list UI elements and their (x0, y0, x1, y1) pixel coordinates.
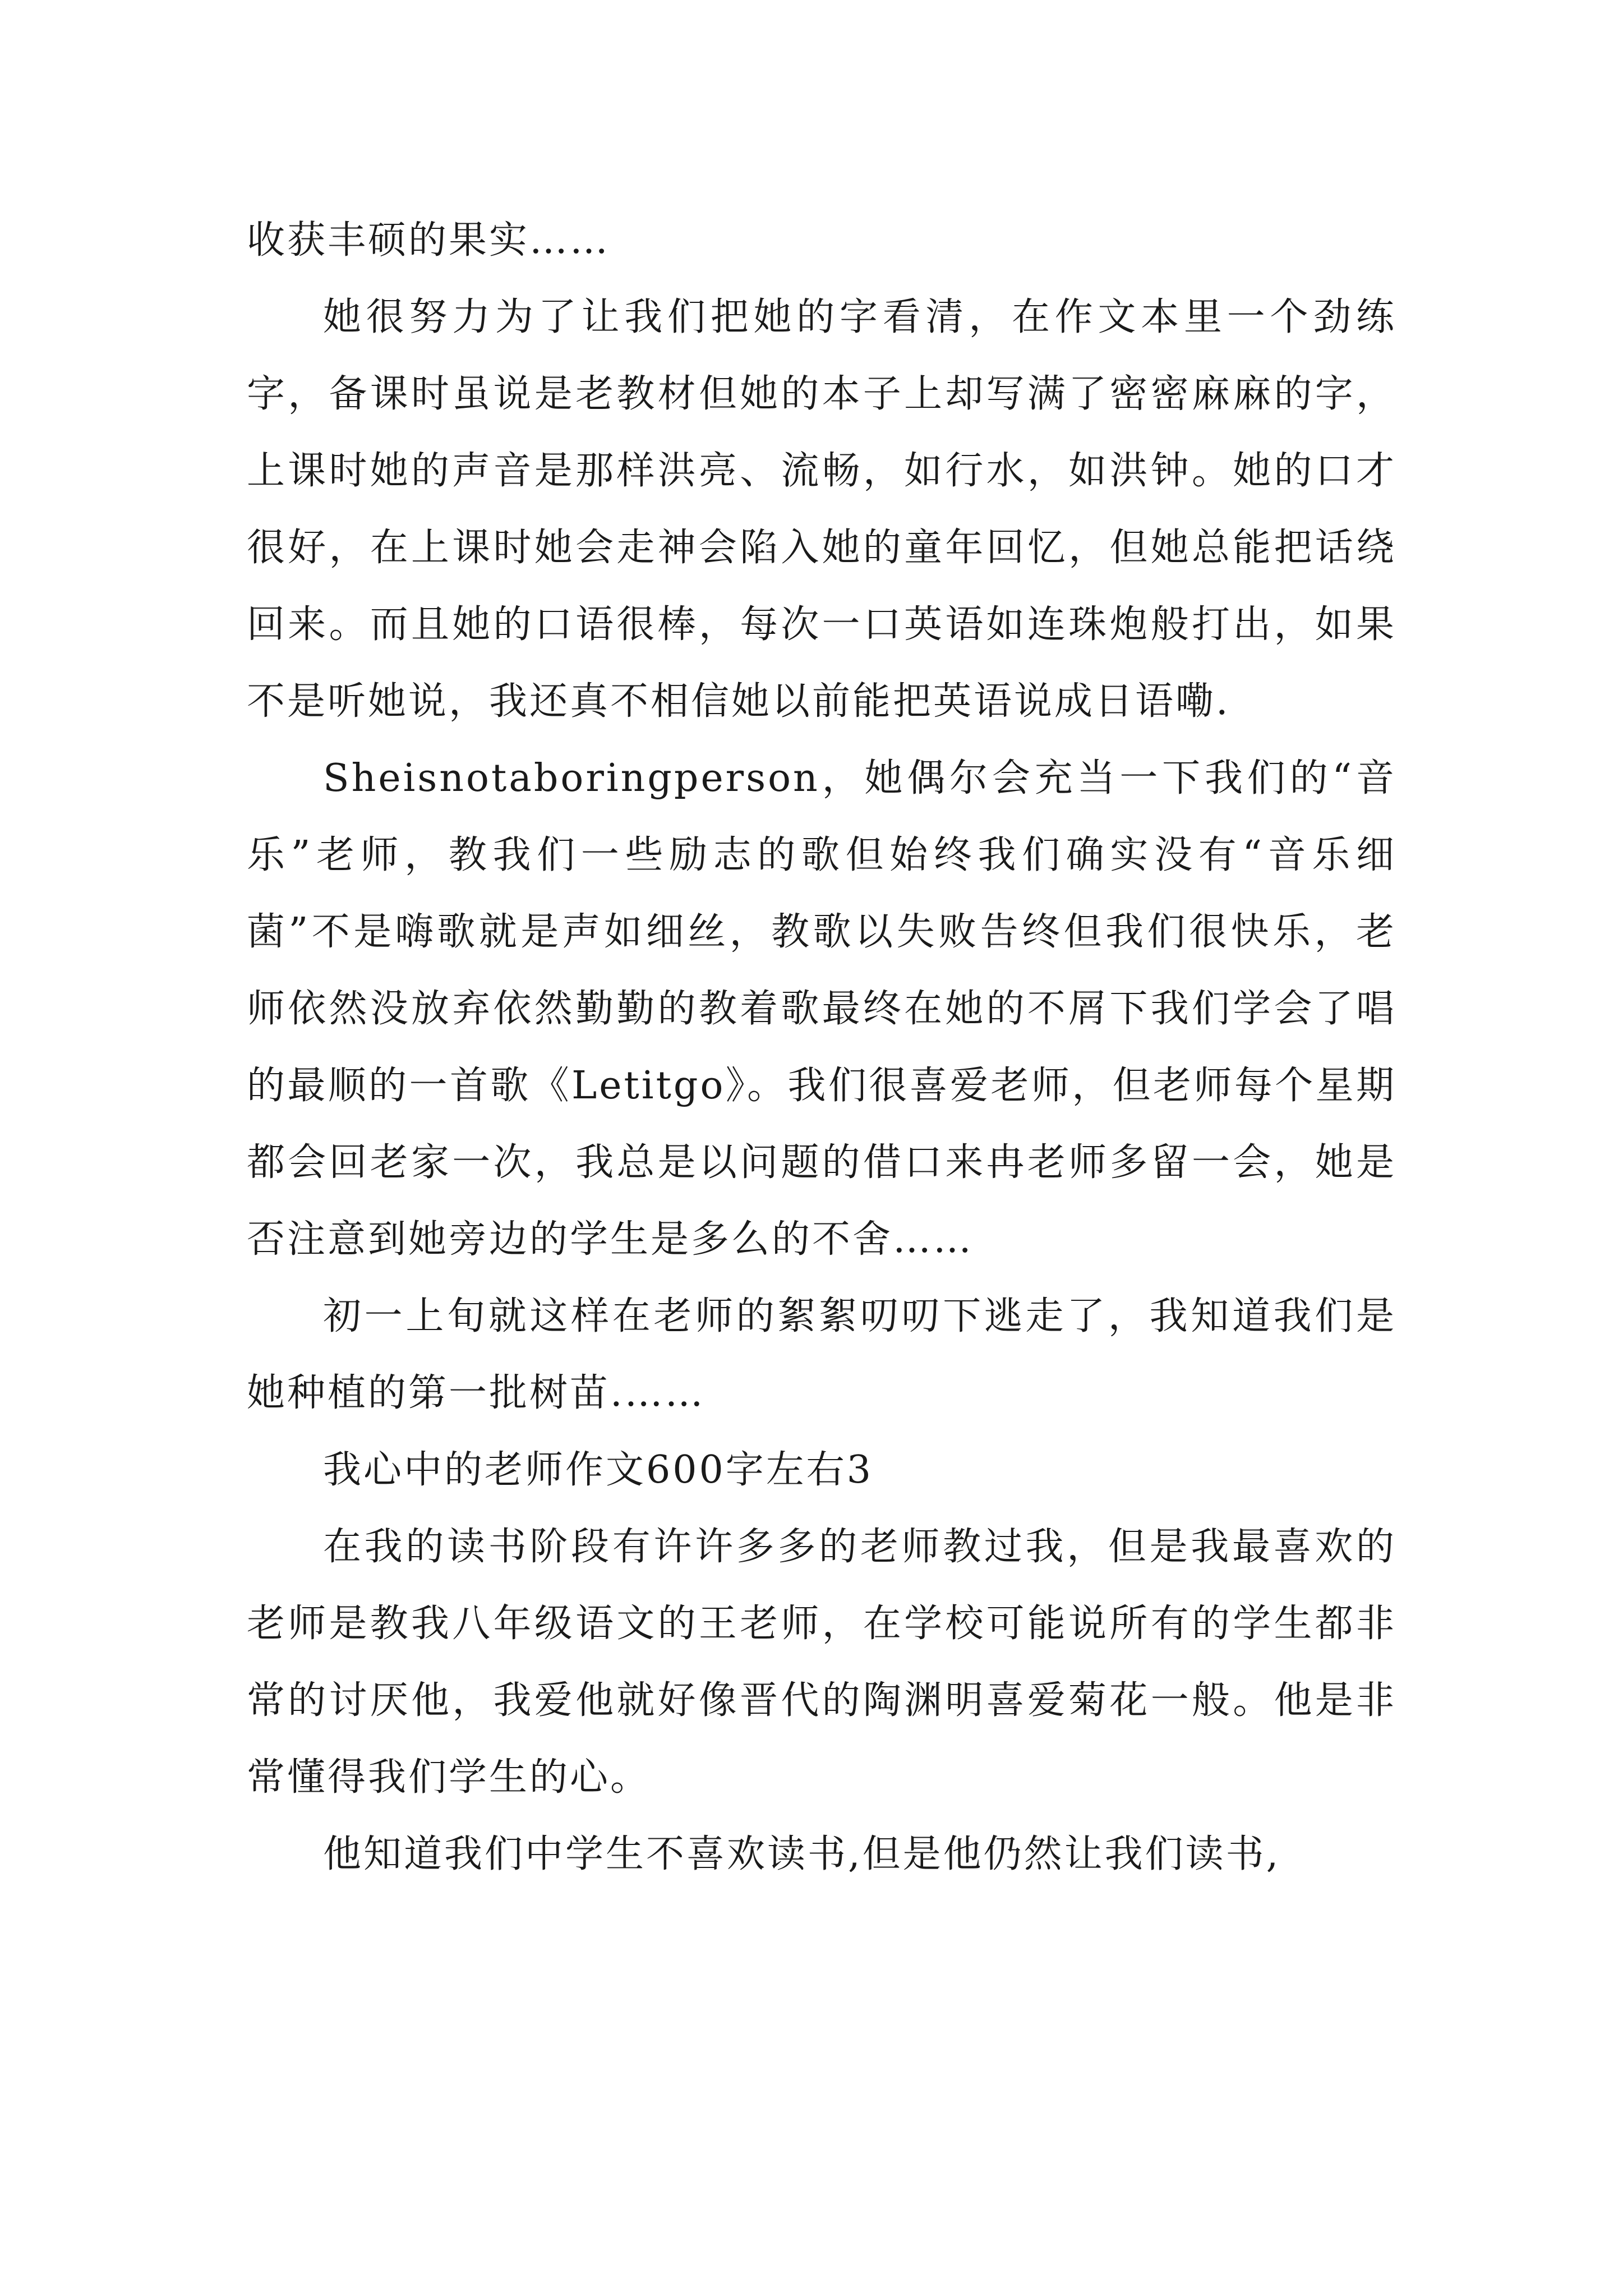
document-body (247, 202, 1396, 1893)
paragraph: 初一上旬就这样在老师的絮絮叨叨下逃走了，我知道我们是她种植的第一批树苗.…… (247, 1294, 1396, 1415)
paragraph: 她很努力为了让我们把她的字看清，在作文本里一个劲练字，备课时虽说是老教材但她的本子上却写满了密密麻麻的字，上课时她的声音是那样洪亮、流畅，如行水，如洪钟。她的口才很好，在上课时她会走神会陷入她的童年回忆，但她总能把话绕回来。而且她的口语很棒，每次一口英语如连珠炮般打出，如果不是听她说，我还真不相信她以前能把英语说成日语嘞. (247, 295, 1396, 724)
paragraph: 在我的读书阶段有许许多多的老师教过我，但是我最喜欢的老师是教我八年级语文的王老师，在学校可能说所有的学生都非常的讨厌他，我爱他就好像晋代的陶渊明喜爱菊花一般。他是非常懂得我们学生的心。 (247, 1525, 1396, 1800)
paragraph: Sheisnotaboringperson，她偶尔会充当一下我们的“音乐”老师，教我们一些励志的歌但始终我们确实没有“音乐细菌”不是嗨歌就是声如细丝，教歌以失败告终但我们很快乐，老师依然没放弃依然勤勤的教着歌最终在她的不屑下我们学会了唱的最顺的一首歌《Letitgo》。我们很喜爱老师，但老师每个星期都会回老家一次，我总是以问题的借口来冉老师多留一会，她是否注意到她旁边的学生是多么的不舍…… (247, 756, 1396, 1262)
paragraph: 他知道我们中学生不喜欢读书,但是他仍然让我们读书, (323, 1832, 1281, 1876)
paragraph: 收获丰硕的果实…… (247, 218, 611, 263)
section-heading: 我心中的老师作文600字左右3 (323, 1448, 874, 1492)
